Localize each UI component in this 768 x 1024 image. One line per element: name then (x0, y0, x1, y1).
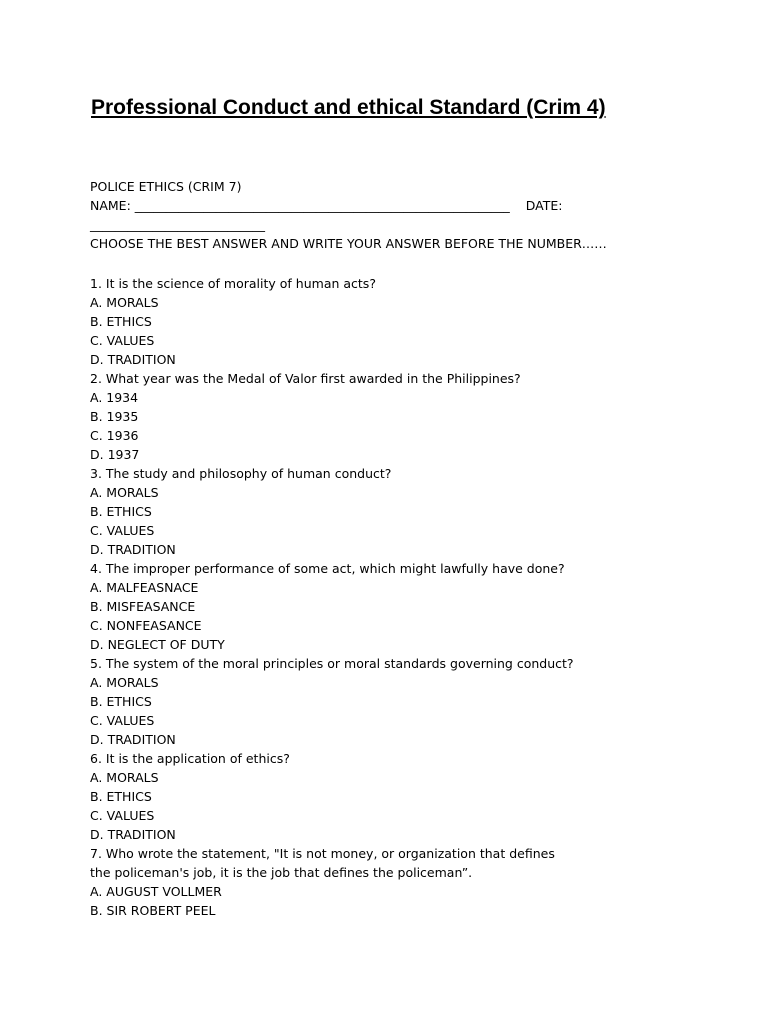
question-text: 1. It is the science of morality of human acts? (90, 276, 376, 291)
answer-option: B. ETHICS (90, 504, 152, 519)
answer-option: A. MORALS (90, 485, 159, 500)
question-list (90, 274, 710, 920)
spacer (90, 253, 710, 274)
answer-option: A. MORALS (90, 770, 159, 785)
answer-option: B. 1935 (90, 409, 139, 424)
answer-option: A. MORALS (90, 295, 159, 310)
answer-option: A. 1934 (90, 390, 139, 405)
question-block (90, 274, 710, 369)
question-text: 7. Who wrote the statement, "It is not money, or organization that defines the policeman's job, it is the job that defines the policeman”. (90, 846, 555, 880)
answer-option: A. AUGUST VOLLMER (90, 884, 222, 899)
name-date-row (90, 196, 710, 215)
question-block (90, 749, 710, 844)
answer-option: C. VALUES (90, 333, 155, 348)
answer-option: C. VALUES (90, 713, 155, 728)
question-text: 4. The improper performance of some act, which might lawfully have done? (90, 561, 565, 576)
question-text: 6. It is the application of ethics? (90, 751, 290, 766)
question-block (90, 559, 710, 654)
answer-option: B. ETHICS (90, 789, 152, 804)
answer-option: A. MORALS (90, 675, 159, 690)
answer-option: A. MALFEASNACE (90, 580, 199, 595)
answer-option: B. ETHICS (90, 694, 152, 709)
question-block (90, 369, 710, 464)
question-text: 5. The system of the moral principles or moral standards governing conduct? (90, 656, 574, 671)
question-block (90, 844, 710, 920)
answer-option: C. VALUES (90, 523, 155, 538)
question-text: 2. What year was the Medal of Valor first awarded in the Philippines? (90, 371, 521, 386)
question-block (90, 654, 710, 749)
answer-option: C. 1936 (90, 428, 139, 443)
date-field-line: ____________________________ (90, 217, 265, 232)
subject-line: POLICE ETHICS (CRIM 7) (90, 179, 242, 194)
answer-option: C. NONFEASANCE (90, 618, 202, 633)
instructions: CHOOSE THE BEST ANSWER AND WRITE YOUR ANSWER BEFORE THE NUMBER…… (90, 236, 607, 251)
document-title: Professional Conduct and ethical Standard (Crim 4) (91, 96, 606, 119)
answer-option: B. ETHICS (90, 314, 152, 329)
answer-option: D. NEGLECT OF DUTY (90, 637, 225, 652)
name-field-line: NAME: ____________________________________________________________ (90, 198, 510, 213)
question-block (90, 464, 710, 559)
answer-option: B. MISFEASANCE (90, 599, 196, 614)
answer-option: D. TRADITION (90, 827, 176, 842)
document-body (90, 177, 710, 920)
answer-option: B. SIR ROBERT PEEL (90, 903, 216, 918)
answer-option: D. TRADITION (90, 732, 176, 747)
question-text: 3. The study and philosophy of human conduct? (90, 466, 392, 481)
answer-option: D. TRADITION (90, 542, 176, 557)
answer-option: C. VALUES (90, 808, 155, 823)
answer-option: D. TRADITION (90, 352, 176, 367)
date-label: DATE: (525, 198, 563, 213)
answer-option: D. 1937 (90, 447, 140, 462)
